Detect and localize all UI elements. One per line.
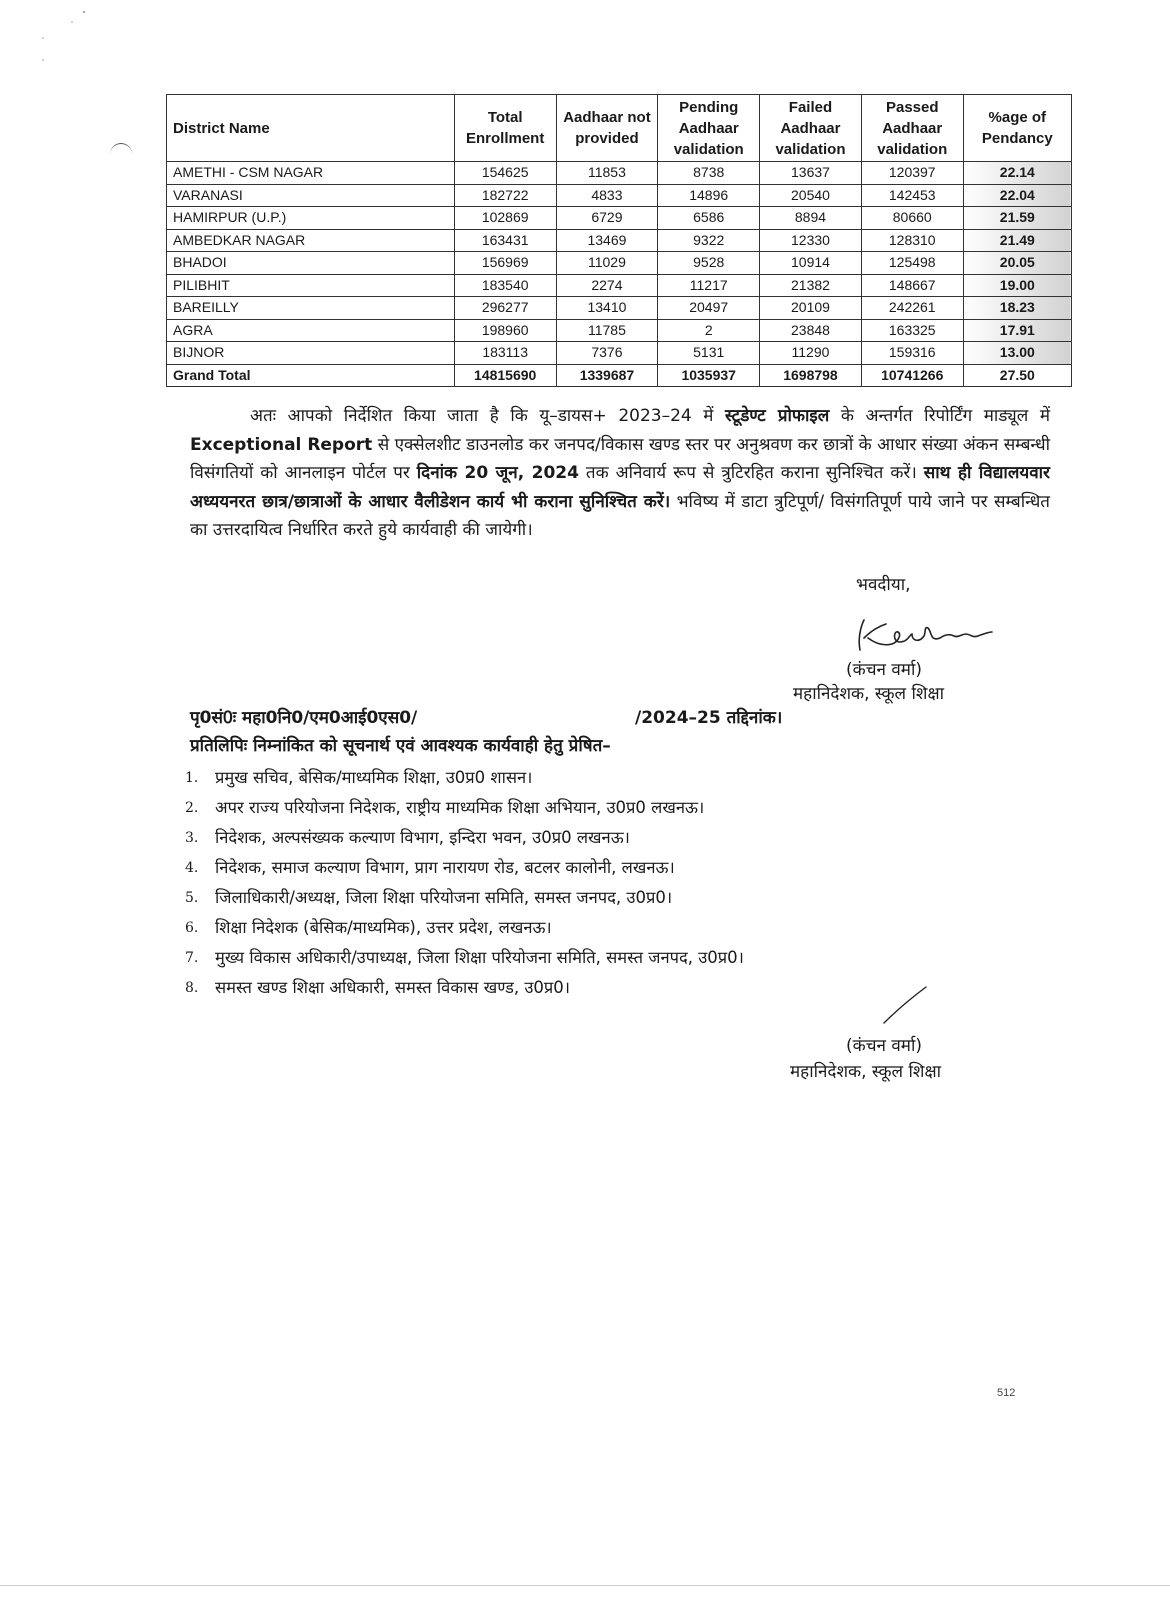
cell-failed: 1698798 (760, 364, 862, 387)
cell-pending: 5131 (658, 342, 760, 365)
cell-passed: 128310 (861, 229, 963, 252)
col-header-passed: Passed Aadhaar validation (861, 95, 963, 162)
cell-pendancy: 20.05 (963, 252, 1071, 275)
list-item-number: 8. (185, 980, 199, 996)
cell-district: HAMIRPUR (U.P.) (167, 207, 455, 230)
para-text-2: के अन्तर्गत रिपोर्टिंग माड्यूल में (829, 406, 1050, 426)
cell-district: VARANASI (167, 184, 455, 207)
cell-district: PILIBHIT (167, 274, 455, 297)
cell-not-provided: 7376 (556, 342, 658, 365)
cell-not-provided: 2274 (556, 274, 658, 297)
cell-not-provided: 4833 (556, 184, 658, 207)
cell-failed: 13637 (760, 162, 862, 185)
cell-pendancy: 27.50 (963, 364, 1071, 387)
cell-not-provided: 11785 (556, 319, 658, 342)
list-item-text: निदेशक, समाज कल्याण विभाग, प्राग नारायण रोड, बटलर कालोनी, लखनऊ। (215, 858, 675, 877)
cell-failed: 21382 (760, 274, 862, 297)
cell-pendancy: 22.14 (963, 162, 1071, 185)
cell-passed: 148667 (861, 274, 963, 297)
table-row (167, 319, 1072, 342)
cell-enrollment: 163431 (454, 229, 556, 252)
signatory-name-2: (कंचन वर्मा) (846, 1036, 922, 1056)
col-header-district: District Name (167, 95, 455, 162)
reference-number: पृ0सं0ः महा0नि0/एम0आई0एस0/ (190, 708, 418, 728)
cell-pending: 6586 (658, 207, 760, 230)
scan-specks (0, 0, 1170, 80)
cell-district: Grand Total (167, 364, 455, 387)
list-item-text: शिक्षा निदेशक (बेसिक/माध्यमिक), उत्तर प्रदेश, लखनऊ। (215, 918, 552, 937)
copy-heading: प्रतिलिपिः निम्नांकित को सूचनार्थ एवं आवश्यक कार्यवाही हेतु प्रेषित– (190, 736, 611, 756)
list-item-text: अपर राज्य परियोजना निदेशक, राष्ट्रीय माध्यमिक शिक्षा अभियान, उ0प्र0 लखनऊ। (215, 798, 705, 817)
list-item (185, 943, 945, 973)
list-item (185, 913, 945, 943)
table-header-row (167, 95, 1072, 162)
cell-pendancy: 21.59 (963, 207, 1071, 230)
cell-enrollment: 156969 (454, 252, 556, 275)
cell-pendancy: 18.23 (963, 297, 1071, 320)
cell-district: BAREILLY (167, 297, 455, 320)
scan-edge-line (0, 1585, 1170, 1586)
para-bold-4: साथ ही विद्यालयवार अध्ययनरत छात्र/छात्राओं के आधार वैलीडेशन कार्य भी कराना सुनिश्चित करें। (190, 463, 1051, 512)
cell-enrollment: 102869 (454, 207, 556, 230)
cell-district: BIJNOR (167, 342, 455, 365)
cell-enrollment: 14815690 (454, 364, 556, 387)
list-item (185, 853, 945, 883)
para-text-4: तक अनिवार्य रूप से त्रुटिरहित कराना सुनिश्चित करें। (578, 463, 924, 483)
cell-district: AGRA (167, 319, 455, 342)
table-row (167, 342, 1072, 365)
instruction-paragraph (190, 402, 1050, 545)
table-row (167, 229, 1072, 252)
cell-not-provided: 13469 (556, 229, 658, 252)
col-header-enrollment: Total Enrollment (454, 95, 556, 162)
para-bold-3: दिनांक 20 जून, 2024 (416, 463, 579, 483)
cell-passed: 80660 (861, 207, 963, 230)
cell-passed: 10741266 (861, 364, 963, 387)
table-row (167, 297, 1072, 320)
list-item-number: 6. (185, 920, 199, 936)
list-item-text: प्रमुख सचिव, बेसिक/माध्यमिक शिक्षा, उ0प्र0 शासन। (215, 768, 533, 787)
cell-pending: 11217 (658, 274, 760, 297)
cell-enrollment: 182722 (454, 184, 556, 207)
cell-failed: 20540 (760, 184, 862, 207)
table-row (167, 252, 1072, 275)
cell-passed: 120397 (861, 162, 963, 185)
cell-failed: 20109 (760, 297, 862, 320)
table-total-row (167, 364, 1072, 387)
cell-pending: 2 (658, 319, 760, 342)
copy-recipient-list (185, 763, 945, 1003)
cell-failed: 23848 (760, 319, 862, 342)
cell-not-provided: 1339687 (556, 364, 658, 387)
cell-not-provided: 11853 (556, 162, 658, 185)
list-item-text: समस्त खण्ड शिक्षा अधिकारी, समस्त विकास खण्ड, उ0प्र0। (215, 978, 571, 997)
list-item-number: 2. (185, 800, 199, 816)
signature-2 (876, 983, 936, 1027)
cell-not-provided: 11029 (556, 252, 658, 275)
signatory-designation-2: महानिदेशक, स्कूल शिक्षा (790, 1062, 942, 1082)
cell-pendancy: 17.91 (963, 319, 1071, 342)
list-item-number: 4. (185, 860, 199, 876)
cell-pendancy: 21.49 (963, 229, 1071, 252)
closing-salutation: भवदीया, (856, 575, 911, 595)
para-text-3: से एक्सेलशीट डाउनलोड कर जनपद/विकास खण्ड स्तर पर अनुश्रवण कर छात्रों के आधार संख्या अंकन सम्बन्धी विसंगतियों को आनलाइन पोर्टल पर (190, 434, 1050, 483)
list-item-number: 3. (185, 830, 199, 846)
table-row (167, 184, 1072, 207)
list-item (185, 823, 945, 853)
list-item (185, 793, 945, 823)
list-item-number: 1. (185, 770, 199, 786)
cell-failed: 12330 (760, 229, 862, 252)
cell-enrollment: 183113 (454, 342, 556, 365)
cell-pendancy: 19.00 (963, 274, 1071, 297)
list-item-number: 5. (185, 890, 199, 906)
cell-pendancy: 22.04 (963, 184, 1071, 207)
list-item (185, 883, 945, 913)
cell-enrollment: 198960 (454, 319, 556, 342)
table-row (167, 162, 1072, 185)
cell-pending: 8738 (658, 162, 760, 185)
cell-district: AMETHI - CSM NAGAR (167, 162, 455, 185)
cell-passed: 142453 (861, 184, 963, 207)
table-row (167, 207, 1072, 230)
list-item-number: 7. (185, 950, 199, 966)
cell-district: BHADOI (167, 252, 455, 275)
list-item-text: निदेशक, अल्पसंख्यक कल्याण विभाग, इन्दिरा भवन, उ0प्र0 लखनऊ। (215, 828, 630, 847)
cell-enrollment: 183540 (454, 274, 556, 297)
cell-pending: 9528 (658, 252, 760, 275)
cell-failed: 11290 (760, 342, 862, 365)
cell-passed: 242261 (861, 297, 963, 320)
list-item-text: जिलाधिकारी/अध्यक्ष, जिला शिक्षा परियोजना समिति, समस्त जनपद, उ0प्र0। (215, 888, 673, 907)
reference-line (190, 705, 890, 731)
para-bold-2: Exceptional Report (190, 434, 373, 455)
cell-pendancy: 13.00 (963, 342, 1071, 365)
list-item (185, 973, 945, 1003)
cell-pending: 1035937 (658, 364, 760, 387)
col-header-pending: Pending Aadhaar validation (658, 95, 760, 162)
cell-failed: 8894 (760, 207, 862, 230)
signatory-designation-1: महानिदेशक, स्कूल शिक्षा (793, 684, 945, 704)
col-header-failed: Failed Aadhaar validation (760, 95, 862, 162)
reference-date: /2024–25 तद्दिनांक। (635, 708, 783, 728)
para-text-5: भविष्य में डाटा त्रुटिपूर्ण/ विसंगतिपूर्ण पाये जाने पर सम्बन्धित का उत्तरदायित्व निर्धारित करते हुये कार्यवाही की जायेगी। (190, 491, 1050, 540)
cell-pending: 20497 (658, 297, 760, 320)
list-item-text: मुख्य विकास अधिकारी/उपाध्यक्ष, जिला शिक्षा परियोजना समिति, समस्त जनपद, उ0प्र0। (215, 948, 744, 967)
cell-passed: 163325 (861, 319, 963, 342)
list-item (185, 763, 945, 793)
cell-enrollment: 154625 (454, 162, 556, 185)
col-header-pendancy: %age of Pendancy (963, 95, 1071, 162)
signatory-name-1: (कंचन वर्मा) (846, 660, 922, 680)
col-header-not-provided: Aadhaar not provided (556, 95, 658, 162)
para-text-1: अतः आपको निर्देशित किया जाता है कि यू–डायस+ 2023–24 में (250, 406, 726, 426)
cell-not-provided: 13410 (556, 297, 658, 320)
pendancy-table (166, 94, 1072, 387)
punch-hole-mark (110, 143, 132, 166)
para-bold-1: स्टूडेण्ट प्रोफाइल (725, 406, 830, 426)
table-row (167, 274, 1072, 297)
signature-1 (850, 612, 1000, 656)
cell-passed: 159316 (861, 342, 963, 365)
cell-pending: 9322 (658, 229, 760, 252)
cell-district: AMBEDKAR NAGAR (167, 229, 455, 252)
cell-passed: 125498 (861, 252, 963, 275)
cell-not-provided: 6729 (556, 207, 658, 230)
cell-enrollment: 296277 (454, 297, 556, 320)
cell-pending: 14896 (658, 184, 760, 207)
page-number: 512 (997, 1387, 1016, 1399)
cell-failed: 10914 (760, 252, 862, 275)
